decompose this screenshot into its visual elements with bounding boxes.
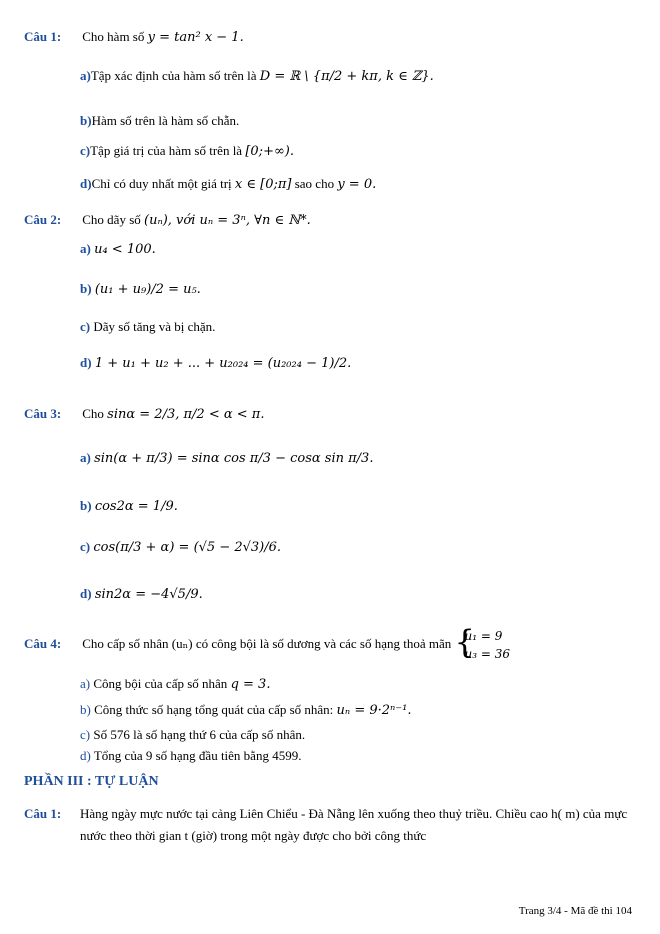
q2-c-label: c) (80, 319, 91, 334)
q4-system (454, 623, 511, 663)
q4-a-formula: q = 3. (230, 677, 271, 692)
q1-option-d (80, 175, 376, 194)
q1-d-label: d) (80, 176, 92, 191)
q4-b-formula: uₙ = 9·2ⁿ⁻¹. (336, 703, 412, 718)
q4-a-label: a) (80, 676, 91, 691)
q3-c-formula: cos(π/3 + α) = (√5 − 2√3)/6. (93, 540, 282, 555)
q1-stem (24, 28, 244, 47)
q4-option-a (80, 675, 270, 694)
q1-text: Cho hàm số (82, 29, 145, 44)
q2-a-formula: u₄ < 100. (94, 242, 156, 257)
q4-c-label: c) (80, 727, 91, 742)
q4-a-text: Công bội của cấp số nhân (93, 676, 228, 691)
q1-option-c (80, 142, 294, 161)
q4-c-text: Số 576 là số hạng thứ 6 của cấp số nhân. (93, 727, 306, 742)
q1-d-formula: x ∈ [0;π] (234, 177, 292, 192)
q3-stem (24, 405, 264, 424)
q4-system-row-2: u₃ = 36 (464, 647, 511, 661)
q2-b-label: b) (80, 281, 92, 296)
essay1-label-row (24, 805, 79, 823)
q2-formula: (uₙ), với uₙ = 3ⁿ, ∀n ∈ ℕ*. (144, 213, 311, 228)
q2-a-label: a) (80, 241, 91, 256)
section-heading: PHẦN III : TỰ LUẬN (24, 774, 159, 789)
q4-b-text: Công thức số hạng tổng quát của cấp số nhân: (94, 702, 334, 717)
q3-b-formula: cos2α = 1/9. (94, 499, 178, 514)
q1-a-label: a) (80, 68, 91, 83)
q2-label: Câu 2: (24, 212, 62, 227)
q2-option-b (80, 280, 201, 299)
essay1-label: Câu 1: (24, 806, 62, 821)
q1-formula: y = tan² x − 1. (147, 30, 244, 45)
q3-option-a (80, 449, 373, 468)
q2-text: Cho dãy số (82, 212, 141, 227)
q1-d-formula2: y = 0. (337, 177, 377, 192)
q1-label: Câu 1: (24, 29, 62, 44)
q3-b-label: b) (80, 498, 92, 513)
q3-a-label: a) (80, 450, 91, 465)
page-footer: Trang 3/4 - Mã đề thi 104 (518, 905, 632, 917)
q2-c-text: Dãy số tăng và bị chặn. (93, 319, 216, 334)
q1-a-text: Tập xác định của hàm số trên là (90, 68, 257, 83)
q2-stem (24, 211, 311, 230)
q4-option-c (80, 726, 305, 744)
q3-formula: sinα = 2/3, π/2 < α < π. (107, 407, 265, 422)
q3-label: Câu 3: (24, 406, 62, 421)
q4-stem (24, 623, 511, 663)
q3-c-label: c) (80, 539, 91, 554)
q1-c-formula: [0;+∞). (245, 144, 294, 159)
q4-option-d (80, 747, 301, 765)
q1-d-text2: sao cho (294, 176, 335, 191)
q3-d-formula: sin2α = −4√5/9. (94, 587, 203, 602)
q2-d-label: d) (80, 355, 92, 370)
q1-a-formula: D = ℝ \ {π/2 + kπ, k ∈ ℤ}. (259, 69, 434, 84)
q3-a-formula: sin(α + π/3) = sinα cos π/3 − cosα sin π/3. (94, 451, 374, 466)
q1-c-label: c) (80, 143, 91, 158)
q1-option-a (80, 67, 434, 86)
q2-option-c (80, 318, 215, 336)
q4-text: Cho cấp số nhân (uₙ) có công bội là số dương và các số hạng thoả mãn (82, 635, 452, 651)
q4-d-text: Tổng của 9 số hạng đầu tiên bằng 4599. (93, 748, 302, 763)
q3-option-d (80, 585, 203, 604)
q4-option-b (80, 701, 412, 720)
q1-b-text: Hàm số trên là hàm số chẵn. (91, 113, 240, 128)
q2-b-formula: (u₁ + u₉)/2 = u₅. (94, 282, 201, 297)
q4-label: Câu 4: (24, 635, 62, 651)
q1-d-text: Chỉ có duy nhất một giá trị (91, 176, 232, 191)
q4-b-label: b) (80, 702, 91, 717)
q1-b-label: b) (80, 113, 92, 128)
q4-system-row-1: u₁ = 9 (464, 629, 503, 643)
q2-option-d (80, 354, 351, 373)
q3-option-c (80, 538, 281, 557)
q2-d-formula: 1 + u₁ + u₂ + ... + u₂₀₂₄ = (u₂₀₂₄ − 1)/2. (94, 356, 352, 371)
brace-symbol: { (454, 623, 475, 661)
essay1-text: Hàng ngày mực nước tại cảng Liên Chiểu - Đà Nẵng lên xuống theo thuỷ triều. Chiều cao h( m) của mực nước theo thời gian t (giờ) trong một ngày được cho bởi công thức (80, 806, 628, 843)
q4-d-label: d) (80, 748, 91, 763)
q1-c-text: Tập giá trị của hàm số trên là (90, 143, 243, 158)
q3-text: Cho (82, 406, 104, 421)
q3-option-b (80, 497, 178, 516)
q2-option-a (80, 240, 156, 259)
q3-d-label: d) (80, 586, 92, 601)
q1-option-b (80, 112, 239, 130)
